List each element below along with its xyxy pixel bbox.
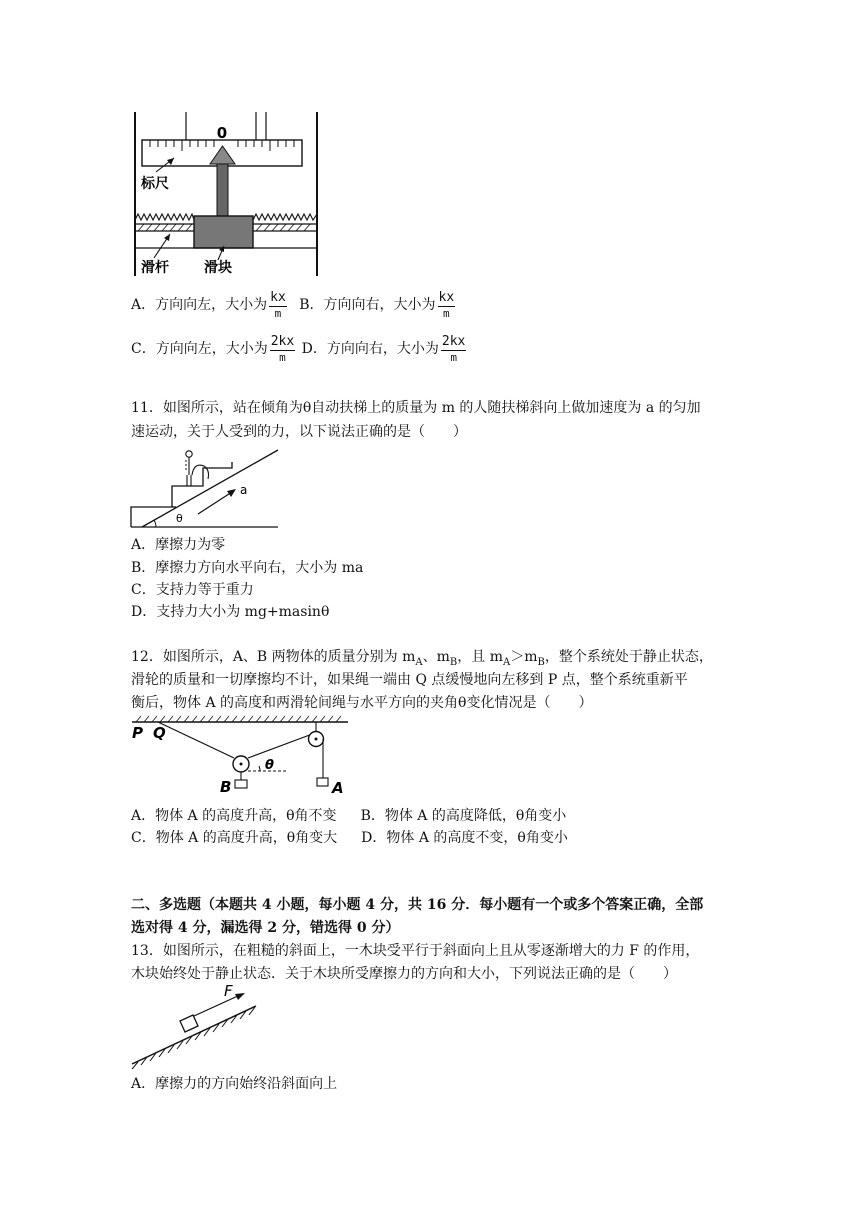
q10-options-row2 (131, 334, 468, 364)
q13-figure (128, 984, 260, 1070)
q12-fig-p-label: P (132, 724, 143, 742)
q13-fig-f-label: F (224, 984, 233, 1000)
q12-fig-theta-label: θ (265, 758, 274, 773)
q12-sub-a1: A (415, 656, 423, 668)
q12-fig-b-label: B (220, 778, 232, 796)
q12-fig-q-label: Q (153, 724, 166, 742)
q12-option-c: C．物体 A 的高度升高，θ角变大 (131, 830, 338, 846)
q10-option-a-fraction: $\frac{kx}{m}$ (270, 290, 286, 320)
q11-option-c: C．支持力等于重力 (131, 582, 254, 598)
q10-option-b-fraction: $\frac{kx}{m}$ (438, 290, 455, 320)
q12-option-b: B．物体 A 的高度降低，θ角变小 (360, 808, 567, 824)
q12-stem-line3: 衡后，物体 A 的高度和两滑轮间绳与水平方向的夹角θ变化情况是（ ） (131, 695, 593, 711)
q11-fig-theta-label: θ (176, 512, 183, 525)
q12-sub-b2: B (537, 656, 545, 668)
q11-stem-line2: 速运动，关于人受到的力，以下说法正确的是（ ） (131, 424, 467, 440)
q12-fig-a-label: A (332, 779, 344, 796)
q10-option-c-text: C．方向向左，大小为 (131, 341, 268, 357)
q10-fig-ruler-label: 标尺 (141, 176, 169, 192)
section2-heading-line1: 二、多选题（本题共 4 小题，每小题 4 分，共 16 分．每小题有一个或多个答案正确，全部 (131, 897, 704, 913)
q12-sub-a2: A (503, 656, 511, 668)
q10-option-a-text: A．方向向左，大小为 (131, 297, 268, 313)
q10-option-b-text: B．方向向右，大小为 (299, 297, 436, 313)
q13-stem-line2: 木块始终处于静止状态．关于木块所受摩擦力的方向和大小，下列说法正确的是（ ） (131, 966, 677, 982)
q10-fig-zero: 0 (216, 124, 228, 142)
q12-figure (128, 714, 350, 796)
section2-heading-line2: 选对得 4 分，漏选得 2 分，错选得 0 分） (131, 920, 400, 936)
q11-figure (128, 448, 280, 530)
q10-fig-rod-label: 滑杆 (141, 260, 169, 276)
q10-option-c-fraction: $\frac{2kx}{m}$ (270, 334, 295, 364)
q12-options-row1 (131, 806, 566, 826)
q11-option-b: B．摩擦力方向水平向右，大小为 ma (131, 560, 364, 576)
q10-option-d-text: D．方向向右，大小为 (301, 341, 439, 357)
q11-stem-line1: 11．如图所示，站在倾角为θ自动扶梯上的质量为 m 的人随扶梯斜向上做加速度为 a 的匀加 (131, 400, 701, 416)
q10-figure (128, 110, 324, 278)
q11-fig-a-label: a (240, 483, 248, 497)
q12-stem-line1: 12．如图所示，A、B 两物体的质量分别为 $m_A$、$m_B$，且 $m_A>m_B$，整个系统处于静止状态， (131, 649, 713, 668)
q12-sub-b1: B (449, 656, 458, 668)
q10-option-d-fraction: $\frac{2kx}{m}$ (441, 334, 466, 364)
q10-fig-slider-label: 滑块 (204, 260, 232, 276)
q12-option-a: A．物体 A 的高度升高，θ角不变 (131, 808, 337, 824)
q12-stem-line2: 滑轮的质量和一切摩擦均不计，如果绳一端由 Q 点缓慢地向左移到 P 点，整个系统重新平 (131, 672, 688, 688)
q11-option-d: D．支持力大小为 mg+masinθ (131, 604, 330, 620)
q12-option-d: D．物体 A 的高度不变，θ角变小 (361, 830, 568, 846)
q11-option-a: A．摩擦力为零 (131, 537, 226, 553)
q12-options-row2 (131, 828, 568, 848)
q13-stem-line1: 13．如图所示，在粗糙的斜面上，一木块受平行于斜面向上且从零逐渐增大的力 F 的作用， (131, 943, 700, 959)
q10-options-row1 (131, 290, 457, 320)
q13-option-a: A．摩擦力的方向始终沿斜面向上 (131, 1076, 338, 1092)
